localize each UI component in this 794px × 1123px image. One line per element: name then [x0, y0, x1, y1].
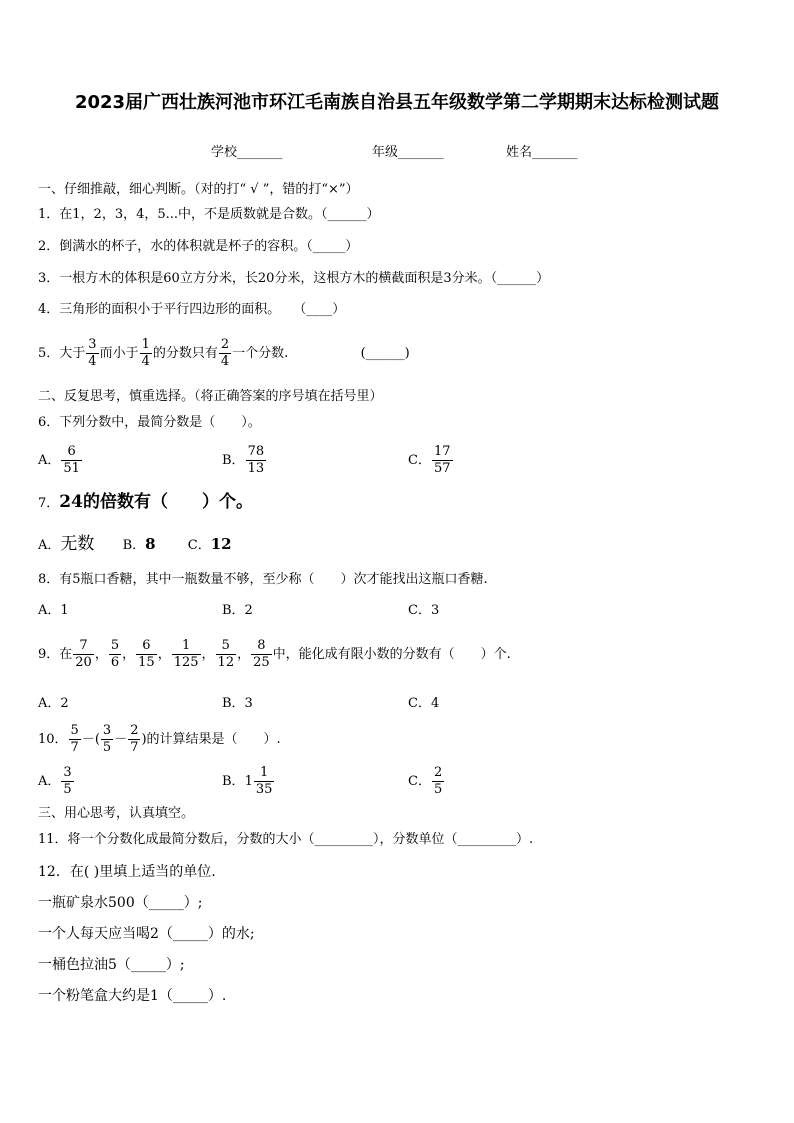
- q9-separator: ，: [122, 647, 136, 662]
- q8-option-a[interactable]: A．1: [38, 603, 69, 618]
- q7-option-b-label: B．: [122, 538, 146, 553]
- q12-line-4: 一个粉笔盒大约是1（_____）.: [38, 988, 227, 1004]
- q5-post: 一个分数.: [232, 346, 289, 361]
- q6-option-b[interactable]: B． $\frac{78}{13}$: [222, 444, 265, 476]
- section2-heading: 二、反复思考，慎重选择。（将正确答案的序号填在括号里）: [38, 389, 383, 404]
- school-field: 学校_______: [211, 145, 283, 160]
- q10-option-a-fraction: $\frac{3}{5}$: [63, 765, 72, 797]
- name-field: 姓名_______: [506, 145, 578, 160]
- question-12: 12．在( )里填上适当的单位.: [38, 864, 216, 880]
- q9-separator: ，: [237, 647, 251, 662]
- q9-separator: ，: [157, 647, 171, 662]
- question-10: 10． $\frac{5}{7}$ －( $\frac{3}{5}$ － $\frac{2}{7}$ )的计算结果是（ ）.: [38, 723, 281, 755]
- q5-fraction-1: $\frac{3}{4}$: [88, 337, 97, 369]
- q10-option-c[interactable]: C． $\frac{2}{5}$: [408, 765, 443, 797]
- q10-option-b-mixed-number: 1 $\frac{1}{35}$: [244, 765, 273, 797]
- q9-option-a[interactable]: A．2: [38, 696, 69, 711]
- q9-option-b[interactable]: B．3: [222, 696, 253, 711]
- q7-option-c-label: C．: [187, 538, 211, 553]
- q10-fraction-2: $\frac{3}{5}$: [102, 723, 112, 755]
- q10-option-c-fraction: $\frac{2}{5}$: [433, 765, 443, 797]
- q9-fraction: $\frac{8}{25}$: [253, 638, 270, 670]
- q7-option-a[interactable]: 无数: [60, 534, 95, 554]
- q8-option-c[interactable]: C．3: [408, 603, 440, 618]
- q9-option-c[interactable]: C．4: [408, 696, 440, 711]
- q5-mid2: 的分数只有: [152, 346, 218, 361]
- q9-fraction: $\frac{1}{125}$: [173, 638, 199, 670]
- q9-fraction: $\frac{6}{15}$: [138, 638, 155, 670]
- question-7: 7．24的倍数有（ ）个。: [38, 492, 253, 512]
- q9-fraction: $\frac{5}{6}$: [110, 638, 120, 670]
- question-2: 2．倒满水的杯子，水的体积就是杯子的容积。（_____）: [38, 239, 359, 254]
- question-8: 8．有5瓶口香糖，其中一瓶数量不够，至少称（ ）次才能找出这瓶口香糖.: [38, 572, 488, 587]
- q12-line-3: 一桶色拉油5（_____）;: [38, 957, 185, 973]
- q9-fraction: $\frac{7}{20}$: [75, 638, 92, 670]
- q8-option-b[interactable]: B．2: [222, 603, 253, 618]
- page-title: 2023届广西壮族河池市环江毛南族自治县五年级数学第二学期期末达标检测试题: [74, 92, 720, 113]
- question-9: 9．在 $\frac{7}{20}$ ， $\frac{5}{6}$ ， $\frac{6}{15}$ ， $\frac{1}{125}$ ， $\frac{5}{12}$ ， $\frac{8}{25}$ 中，能化成有限小数的分数有（ ）个.: [38, 638, 511, 670]
- q10-fraction-1: $\frac{5}{7}$: [70, 723, 79, 755]
- q5-answer-blank[interactable]: (______): [360, 346, 410, 361]
- q9-fraction: $\frac{5}{12}$: [217, 638, 235, 670]
- question-11: 11．将一个分数化成最简分数后，分数的大小（_________），分数单位（_________）.: [38, 832, 534, 847]
- question-5: [38, 337, 410, 370]
- question-6: 6．下列分数中，最简分数是（ ）。: [38, 415, 261, 430]
- q12-line-2: 一个人每天应当喝2（_____）的水;: [38, 926, 255, 942]
- question-4: 4．三角形的面积小于平行四边形的面积。 （____）: [38, 302, 346, 317]
- q6-option-a-fraction: $\frac{6}{51}$: [63, 444, 80, 476]
- q7-options: [38, 533, 232, 555]
- q12-line-1: 一瓶矿泉水500（_____）;: [38, 895, 203, 911]
- q9-fraction-list: [72, 638, 272, 670]
- grade-field: 年级_______: [372, 145, 444, 160]
- q5-fraction-2: $\frac{1}{4}$: [141, 337, 150, 369]
- q7-option-a-label: A．: [38, 538, 61, 553]
- q9-separator: ，: [201, 647, 215, 662]
- q6-option-b-fraction: $\frac{78}{13}$: [247, 444, 265, 476]
- q9-separator: ，: [94, 647, 108, 662]
- q10-option-b[interactable]: B． 1 $\frac{1}{35}$: [222, 765, 275, 798]
- question-3: 3．一根方木的体积是60立方分米，长20分米，这根方木的横截面积是3分米。（______）: [38, 271, 550, 286]
- q7-option-c[interactable]: 12: [210, 535, 232, 553]
- section3-heading: 三、用心思考，认真填空。: [38, 806, 195, 821]
- section1-heading: 一、仔细推敲，细心判断。（对的打“ √ ”，错的打“×”）: [38, 182, 359, 197]
- q10-fraction-3: $\frac{2}{7}$: [130, 723, 139, 755]
- q10-option-a[interactable]: A． $\frac{3}{5}$: [38, 765, 72, 797]
- q5-pre: 5．大于: [38, 346, 86, 361]
- q5-mid1: 而小于: [99, 346, 139, 361]
- question-1: 1．在1，2，3，4，5...中，不是质数就是合数。（______）: [38, 207, 380, 222]
- q6-option-c[interactable]: C． $\frac{17}{57}$: [408, 444, 451, 476]
- q5-fraction-3: $\frac{2}{4}$: [220, 337, 230, 369]
- q6-option-a[interactable]: A． $\frac{6}{51}$: [38, 444, 80, 476]
- q7-option-b[interactable]: 8: [145, 535, 156, 553]
- q6-option-c-fraction: $\frac{17}{57}$: [433, 444, 451, 476]
